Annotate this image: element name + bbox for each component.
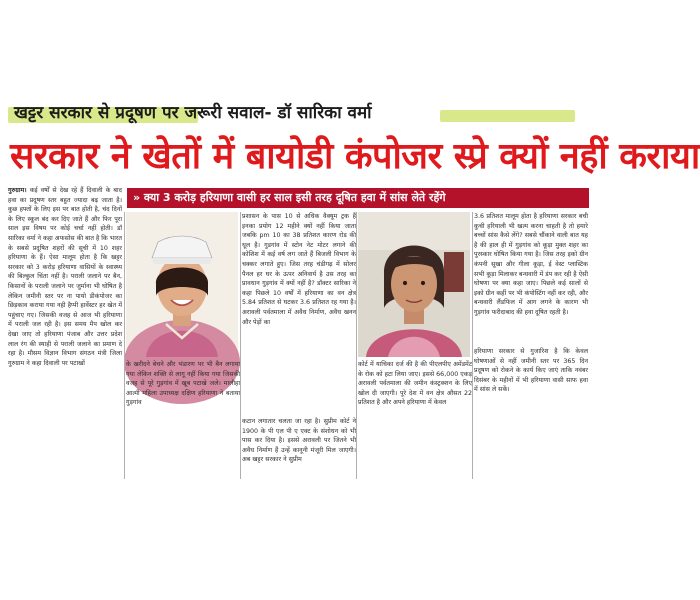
portrait-woman-cap-icon	[126, 212, 238, 357]
body-column-photo1-below: के खरीदने बेचने और भंडारण पर भी बैन लगाया गया लेकिन शक्ति से लागू नहीं किया गया जिसकी वजह से पूरे गुड़गांव में खूब पटाखे जले। मालीहा आत्मी महिला उपाध्यक्ष दक्षिण हरियाणा ने बताया गुड़गांव	[126, 361, 240, 407]
photo-second-speaker	[358, 212, 470, 357]
portrait-woman-icon	[358, 212, 470, 357]
body-column-1	[8, 186, 122, 479]
body-column-2-bottom: कटान लगातार चलता जा रहा है। सुप्रीम कोर्ट ने 1900 के पी एल पी ए एक्ट के संशोधन को भी पास कर दिया है। इससे अरावली पर जितने भी अवैध निर्माण हैं उन्हें कानूनी मंजूरी मिल जाएगी। अब खट्टर सरकार ने सुप्रीम	[242, 418, 356, 464]
column-rule	[472, 212, 473, 479]
body-column-photo2-below: कोर्ट में याचिका दर्ज की है की पीएलपीए अमेंडमेंट के रोक को हटा लिया जाए। इससे 66,000 एकड़ अरावली पर्वतमाला की जमीन कंस्ट्रक्शन के लिए खोल दी जाएगी। पूरे देश में वन क्षेत्र औसत 22 प्रतिशत है और अपने हरियाणा में केवल	[358, 361, 472, 407]
column-rule	[356, 212, 357, 479]
article-headline: सरकार ने खेतों में बायोडी कंपोजर स्प्रे क्यों नहीं कराया	[10, 136, 700, 177]
body-column-4-bottom: हरियाणा सरकार से गुजारिश है कि केवल घोषणाओं से नहीं जमीनी स्तर पर 365 दिन प्रदूषण को रोकने के कार्य किए जाएं ताकि नवंबर दिसंबर के महीनों में भी हरियाणा वासी साफ हवा में सांस ले सकें।	[474, 348, 588, 394]
column-rule	[124, 212, 125, 479]
body-column-1-text: कई वर्षों से देख रहे हैं दिवाली के बाद हवा का प्रदूषण स्तर बहुत ज्यादा बढ़ जाता है। कुछ हफ्तों के लिए इस पर बात होती है, चंद दिनों के लिए स्कूल बंद कर दिए जाते हैं और फिर पूरा साल इस विषय पर कोई चर्चा नहीं होती। डॉ सारिका वर्मा ने कहा अफसोस की बात है कि भारत के सबसे प्रदूषित शहरों की सूची में 10 शहर हरियाणा के हैं। ऐसा मालूम होता है कि खट्टर सरकार को 3 करोड़ हरियाणा वासियों के स्वास्थ्य की बिल्कुल चिंता नहीं है। पराली जलाने पर बैन, किसानों के पराली जलाने पर जुर्माना भी घोषित है लेकिन जमीनी स्तर पर ना पायो डीकंपोजर का छिड़काव कराया गया नही हैप्पी हार्वेस्टर हर खेत में पहुंचाए गए। जिसकी वजह से आज भी हरियाणा में पराली जल रही है। इस समय मैप खोल कर देखा जाए तो हरियाणा पंजाब और उत्तर प्रदेश लाल रंग की स्याही से पराली जलाने का प्रमाण दे रहा है। मौसम विज्ञान विभाग संगठन मंत्री जिला गुरुग्राम ने कहा दिवाली पर पटाखों	[8, 187, 122, 367]
photo-sarika-verma	[126, 212, 238, 357]
body-column-2: प्रशासन के पास 10 से अधिक वैक्यूम ट्रक हैं इनका प्रयोग 12 महीने क्यों नहीं किया जाता जबकि pm 10 का 38 प्रतिशत कारण रोड की धूल है। गुडगांव में स्टोन नेट मोटर लगाने की कोशिश में कई वर्ष लग जाते हैं बिजली विभाग के चक्कर लगाते हुए। जिस तरह चंडीगढ़ में सोलर पैनल हर घर के ऊपर अनिवार्य है उस तरह का प्रावधान गुड़गांव में क्यों नहीं है? डॉक्टर सारिका ने कहा पिछले 10 वर्षों में हरियाणा का वन क्षेत्र 5.84 प्रतिशत से घटकर 3.6 प्रतिशत रह गया है। अरावली पर्वतमाला में अवैध निर्माण, अवैध खनन और पेड़ों का	[242, 213, 356, 326]
body-column-4-top: 3.6 प्रतिशत मालूम होता है हरियाणा सरकार बची कुची हरियाली भी खत्म करना चाहती है तो हमारे बच्चों सांस कैसे लेंगे? सबसे चौंकाने वाली बात यह है की हाल ही में गुड़गांव को कूड़ा मुक्त शहर का पुरस्कार घोषित किया गया है। जिस तरह इको ग्रीन कंपनी सूखा और गीला कूड़ा, ई वेस्ट प्लास्टिक सभी कूड़ा मिलाकर बन्धवारी में डंप कर रही है ऐसी घोषणा पर क्या कहा जाए। पिछले कई सालों से इको ग्रीन कहीं पर भी कंपोस्टिंग नहीं कर रही, और बन्धवारी लैंडफिल में आग लगने के कारण भी गुड़गांव फरीदाबाद की हवा दूषित रहती है।	[474, 213, 588, 316]
article-subhead-banner: » क्या 3 करोड़ हरियाणा वासी हर साल इसी तरह दूषित हवा में सांस लेते रहेंगे	[127, 188, 589, 208]
article-kicker: खट्टर सरकार से प्रदूषण पर जरूरी सवाल- डॉ सारिका वर्मा	[14, 103, 372, 123]
column-rule	[240, 212, 241, 479]
dateline: गुरुग्राम।	[8, 187, 27, 194]
